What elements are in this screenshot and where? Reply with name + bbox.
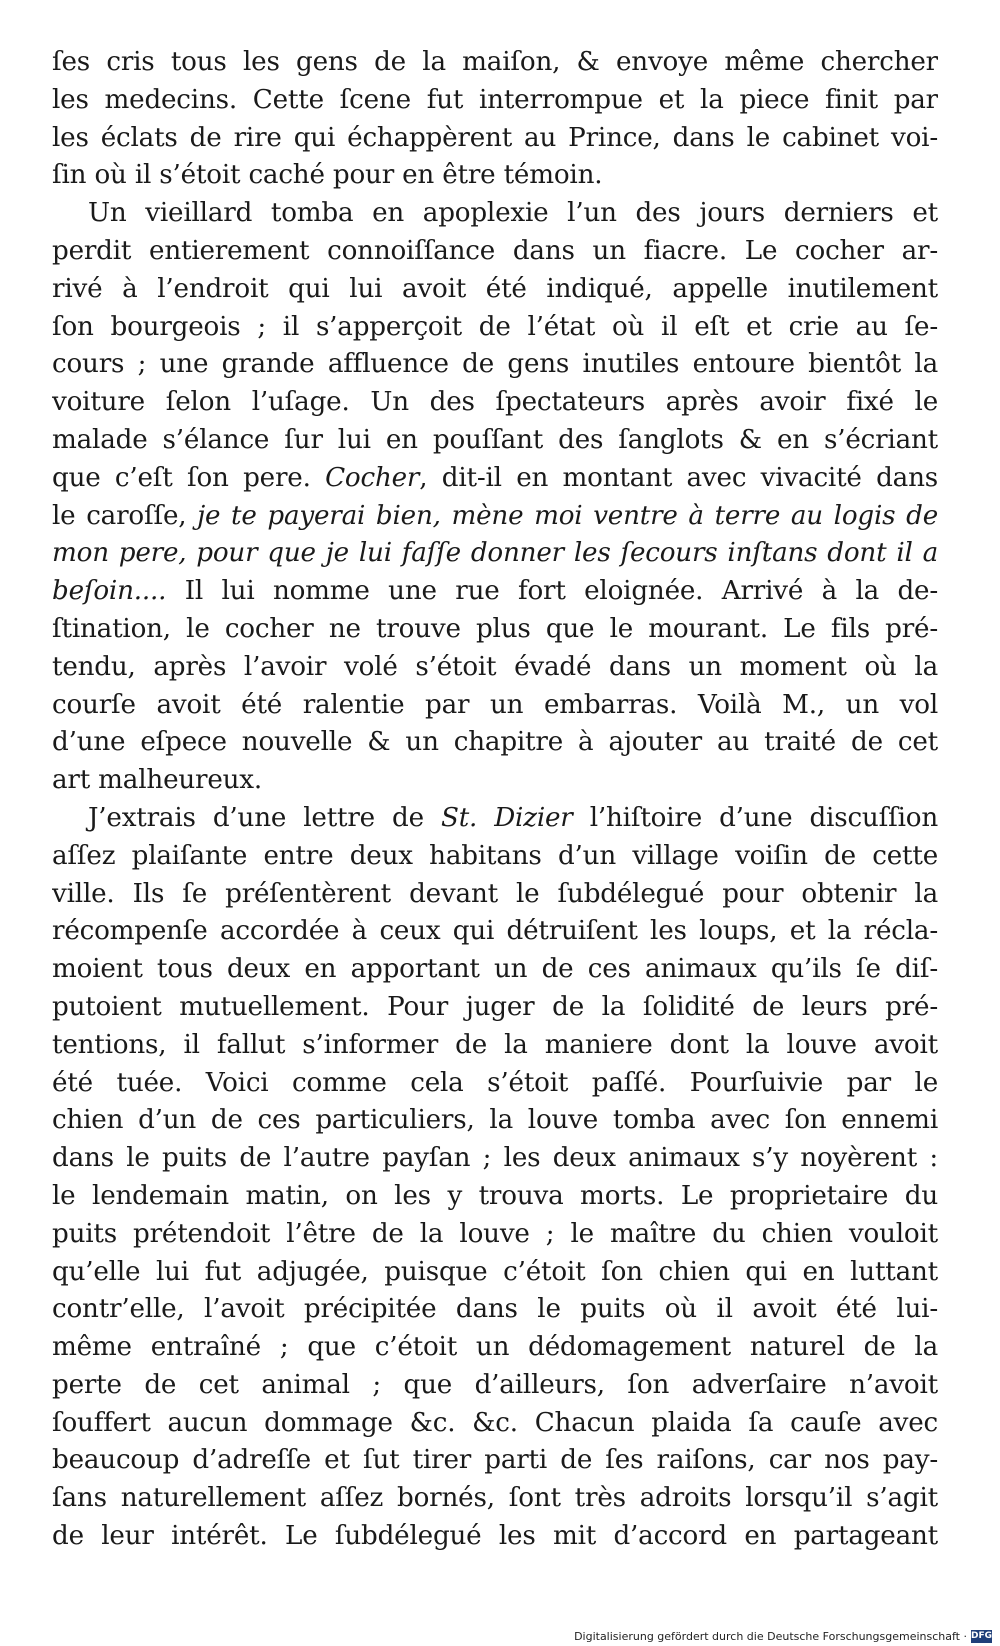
paragraph [52,800,938,1556]
digitization-credit-text: Digitalisierung gefördert durch die Deutsche Forschungsgemeinschaft · [574,1629,967,1643]
text-span: été tuée. Voici comme cela s’étoit paſſé. Pourſuivie par le [52,1067,938,1098]
text-line [52,1254,938,1292]
text-span: putoient mutuellement. Pour juger de la ſolidité de leurs pré- [52,991,938,1022]
text-line [52,876,938,914]
text-span: dans le puits de l’autre payſan ; les deux animaux s’y noyèrent : [52,1143,938,1174]
text-line [52,573,938,611]
body-text [52,44,938,1556]
text-line [52,1405,938,1443]
text-line [52,498,938,536]
italic-span: je te payerai bien, mène moi ventre à terre au logis de [197,500,938,531]
text-line [52,913,938,951]
text-line [52,1367,938,1405]
text-line [52,800,938,838]
paragraph [52,44,938,195]
text-line [52,611,938,649]
text-line [52,1102,938,1140]
text-line [52,309,938,347]
text-line [52,951,938,989]
text-line [52,1027,938,1065]
text-span: ſin où il s’étoit caché pour en être témoin. [52,160,603,191]
paragraph [52,195,938,800]
text-line [52,460,938,498]
italic-span: beſoin.... [52,576,167,607]
text-span: ſouffert aucun dommage &c. &c. Chacun plaida ſa cauſe avec [52,1407,938,1438]
text-span: l’hiſtoire d’une discuſſion [572,802,938,833]
text-span: ſans naturellement aſſez bornés, ſont très adroits lorsqu’il s’agit [52,1483,938,1514]
dfg-logo: DFG [970,1630,992,1641]
text-line [52,1291,938,1329]
text-span: chien d’un de ces particuliers, la louve tomba avec ſon ennemi [52,1105,938,1136]
text-line [52,82,938,120]
text-span: contr’elle, l’avoit précipitée dans le puits où il avoit été lui- [52,1294,938,1325]
digitization-credit [574,1626,1000,1646]
text-line [52,1140,938,1178]
text-span: courſe avoit été ralentie par un embarras. Voilà M., un vol [52,689,938,720]
text-line [52,1480,938,1518]
text-span: que c’eſt ſon pere. [52,462,326,493]
text-line [52,233,938,271]
text-span: perte de cet animal ; que d’ailleurs, ſon adverſaire n’avoit [52,1369,938,1400]
text-span: qu’elle lui fut adjugée, puisque c’étoit ſon chien qui en luttant [52,1256,938,1287]
text-line [52,724,938,762]
text-span: rivé à l’endroit qui lui avoit été indiqué, appelle inutilement [52,273,938,304]
italic-span: St. Dizier [440,802,573,833]
text-span: aſſez plaiſante entre deux habitans d’un village voiſin de cette [52,840,938,871]
text-span: beaucoup d’adreſſe et ſut tirer parti de ſes raiſons, car nos pay- [52,1445,938,1476]
text-span: voiture ſelon l’uſage. Un des ſpectateurs après avoir fixé le [52,387,938,418]
text-span: d’une eſpece nouvelle & un chapitre à ajouter au traité de cet [52,727,938,758]
text-span: ſes cris tous les gens de la maiſon, & envoye même chercher [52,47,938,77]
text-line [52,195,938,233]
text-line [52,1329,938,1367]
text-span: tentions, il fallut s’informer de la maniere dont la louve avoit [52,1029,938,1060]
italic-span: mon pere, pour que je lui faſſe donner les ſecours inſtans dont il a [52,538,938,569]
text-line [52,1178,938,1216]
text-span: Un vieillard tomba en apoplexie l’un des jours derniers et [88,198,938,229]
text-span: malade s’élance ſur lui en pouſſant des ſanglots & en s’écriant [52,424,938,455]
text-line [52,1442,938,1480]
text-line [52,838,938,876]
text-line [52,1065,938,1103]
text-span: le lendemain matin, on les y trouva morts. Le proprietaire du [52,1180,938,1211]
italic-span: Cocher [325,462,420,493]
text-span: de leur intérêt. Le ſubdélegué les mit d’accord en partageant [52,1521,938,1552]
text-span: J’extrais d’une lettre de [88,802,441,833]
text-line [52,649,938,687]
text-line [52,989,938,1027]
text-span: même entraîné ; que c’étoit un dédomagement naturel de la [52,1332,938,1363]
text-span: tendu, après l’avoir volé s’étoit évadé dans un moment où la [52,651,938,682]
text-line [52,157,938,195]
text-span: Il lui nomme une rue fort eloignée. Arrivé à la de- [166,576,938,607]
text-line [52,271,938,309]
text-line [52,687,938,725]
text-line [52,422,938,460]
text-span: moient tous deux en apportant un de ces animaux qu’ils ſe diſ- [52,954,938,985]
text-span: puits prétendoit l’être de la louve ; le maître du chien vouloit [52,1218,938,1249]
text-span: art malheureux. [52,765,263,796]
text-line [52,384,938,422]
text-line [52,1518,938,1556]
text-span: les éclats de rire qui échappèrent au Prince, dans le cabinet voi- [52,122,938,153]
text-span: , dit-il en montant avec vivacité dans [419,462,938,493]
text-span: le caroſſe, [52,500,198,531]
text-line [52,44,938,82]
text-span: ſon bourgeois ; il s’apperçoit de l’état où il eſt et crie au ſe- [52,311,938,342]
text-span: les medecins. Cette ſcene fut interrompue et la piece finit par [52,84,938,115]
text-line [52,120,938,158]
text-span: ville. Ils ſe préſentèrent devant le ſubdélegué pour obtenir la [52,878,938,909]
text-span: ſtination, le cocher ne trouve plus que le mourant. Le fils pré- [52,613,938,644]
text-line [52,346,938,384]
text-line [52,762,938,800]
text-span: cours ; une grande affluence de gens inutiles entoure bientôt la [52,349,938,380]
text-line [52,535,938,573]
text-span: récompenſe accordée à ceux qui détruiſent les loups, et la récla- [52,916,938,947]
text-line [52,1216,938,1254]
text-span: perdit entierement connoiſſance dans un fiacre. Le cocher ar- [52,235,938,266]
